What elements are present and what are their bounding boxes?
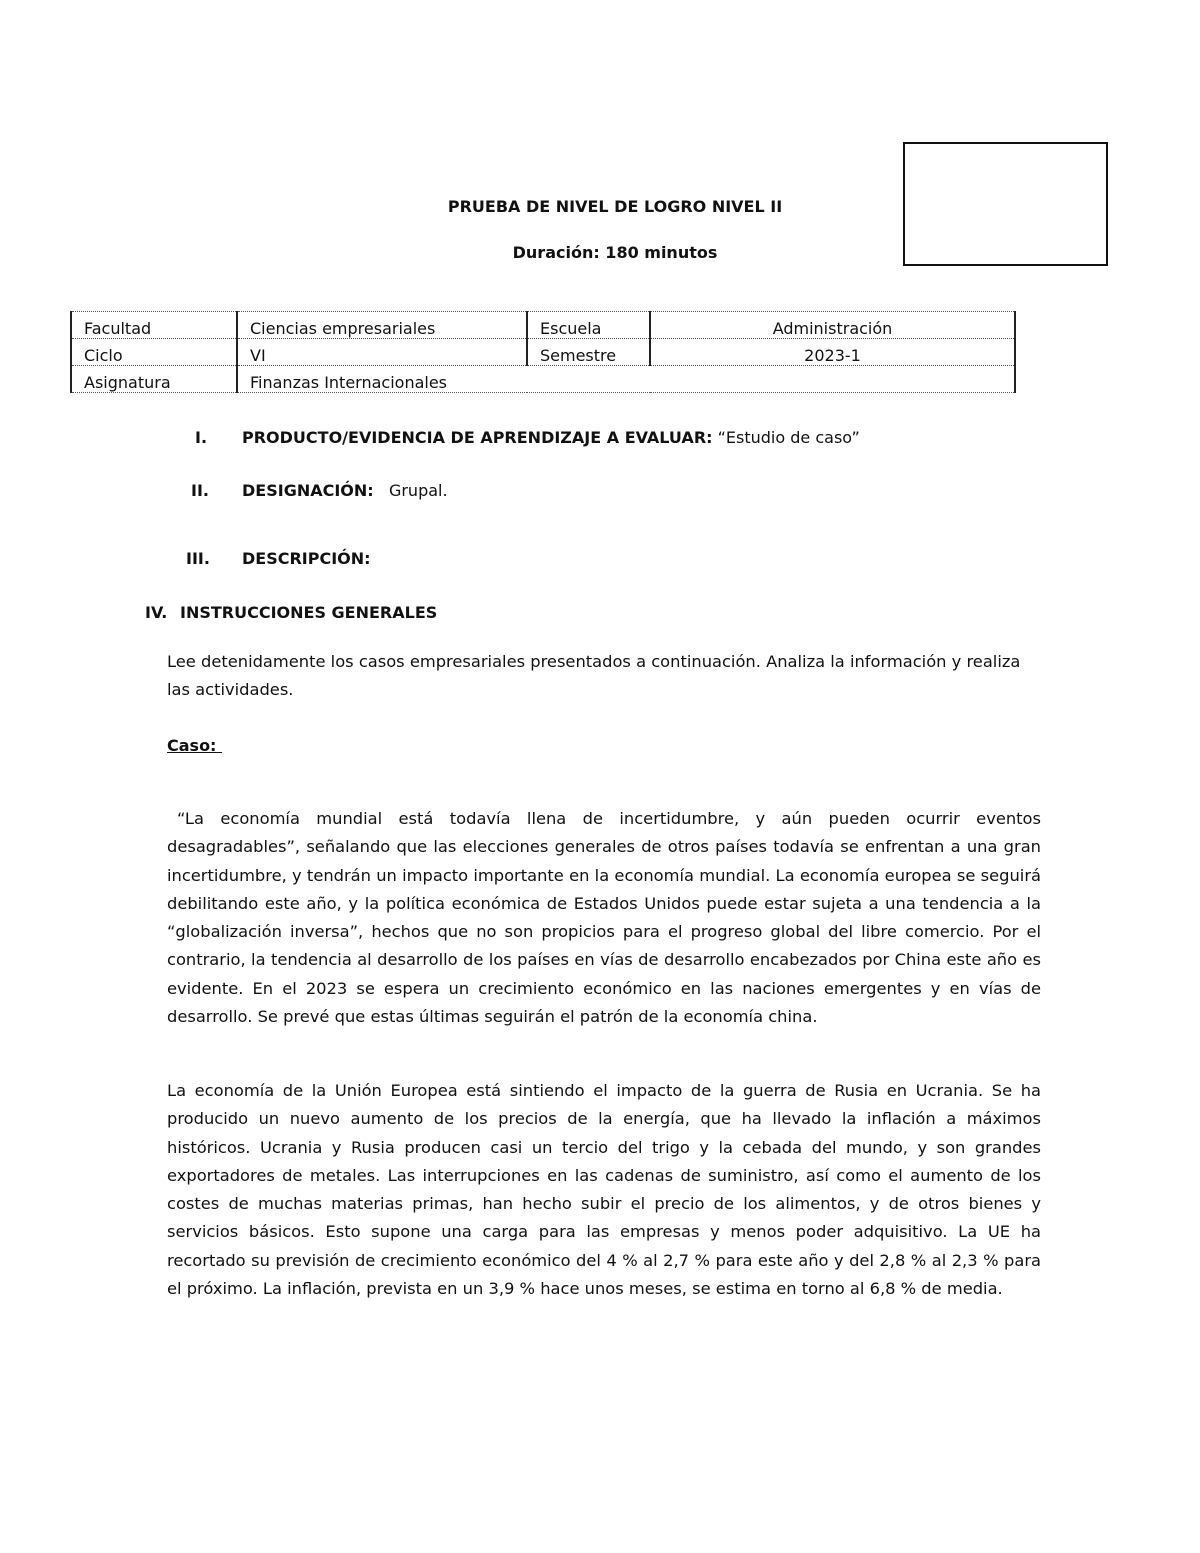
section-value: Grupal.	[388, 481, 448, 500]
section-number: I.	[195, 428, 208, 447]
section-value: “Estudio de caso”	[717, 428, 860, 447]
table-row	[71, 312, 1015, 339]
caso-heading: Caso:	[167, 736, 223, 755]
section-label: DESIGNACIÓN:	[242, 481, 374, 500]
section-number: III.	[186, 549, 210, 568]
section-label: PRODUCTO/EVIDENCIA DE APRENDIZAJE A EVALUAR:	[242, 428, 713, 447]
table-cell-label: Facultad	[71, 312, 237, 339]
course-info-table	[70, 311, 1016, 393]
table-cell-value: Administración	[650, 312, 1015, 339]
section-label: INSTRUCCIONES GENERALES	[180, 603, 438, 622]
case-paragraph: “La economía mundial está todavía llena de incertidumbre, y aún pueden ocurrir eventos desagradables”, señalando que las elecciones generales de otros países todavía se enfrentan a una gran incertidumbre, y tendrán un impacto importante en la economía mundial. La economía europea se seguirá debilitando este año, y la política económica de Estados Unidos puede estar sujeta a una tendencia a la “globalización inversa”, hechos que no son propicios para el progreso global del libre comercio. Por el contrario, la tendencia al desarrollo de los países en vías de desarrollo encabezados por China este año es evidente. En el 2023 se espera un crecimiento económico en las naciones emergentes y en vías de desarrollo. Se prevé que estas últimas seguirán el patrón de la economía china.	[167, 809, 1041, 1027]
table-cell-label: Semestre	[527, 339, 650, 366]
table-cell-label: Escuela	[527, 312, 650, 339]
table-row	[71, 339, 1015, 366]
table-cell-value: Ciencias empresariales	[237, 312, 527, 339]
table-cell-value: 2023-1	[650, 339, 1015, 366]
table-cell-label: Asignatura	[71, 366, 237, 393]
section-label: DESCRIPCIÓN:	[242, 549, 371, 568]
table-row	[71, 366, 1015, 393]
instructions-text: Lee detenidamente los casos empresariales presentados a continuación. Analiza la información y realiza las actividades.	[167, 652, 1021, 700]
table-cell-value: Finanzas Internacionales	[237, 366, 1015, 393]
table-cell-label: Ciclo	[71, 339, 237, 366]
section-number: IV.	[145, 603, 168, 622]
section-number: II.	[191, 481, 209, 500]
case-paragraph: La economía de la Unión Europea está sintiendo el impacto de la guerra de Rusia en Ucrania. Se ha producido un nuevo aumento de los precios de la energía, que ha llevado la inflación a máximos históricos. Ucrania y Rusia producen casi un tercio del trigo y la cebada del mundo, y son grandes exportadores de metales. Las interrupciones en las cadenas de suministro, así como el aumento de los costes de muchas materias primas, han hecho subir el precio de los alimentos, y de otros bienes y servicios básicos. Esto supone una carga para las empresas y menos poder adquisitivo. La UE ha recortado su previsión de crecimiento económico del 4 % al 2,7 % para este año y del 2,8 % al 2,3 % para el próximo. La inflación, prevista en un 3,9 % hace unos meses, se estima en torno al 6,8 % de media.	[167, 1081, 1041, 1299]
document-title: PRUEBA DE NIVEL DE LOGRO NIVEL II	[447, 197, 783, 216]
duration-line: Duración: 180 minutos	[512, 243, 718, 262]
table-cell-value: VI	[237, 339, 527, 366]
